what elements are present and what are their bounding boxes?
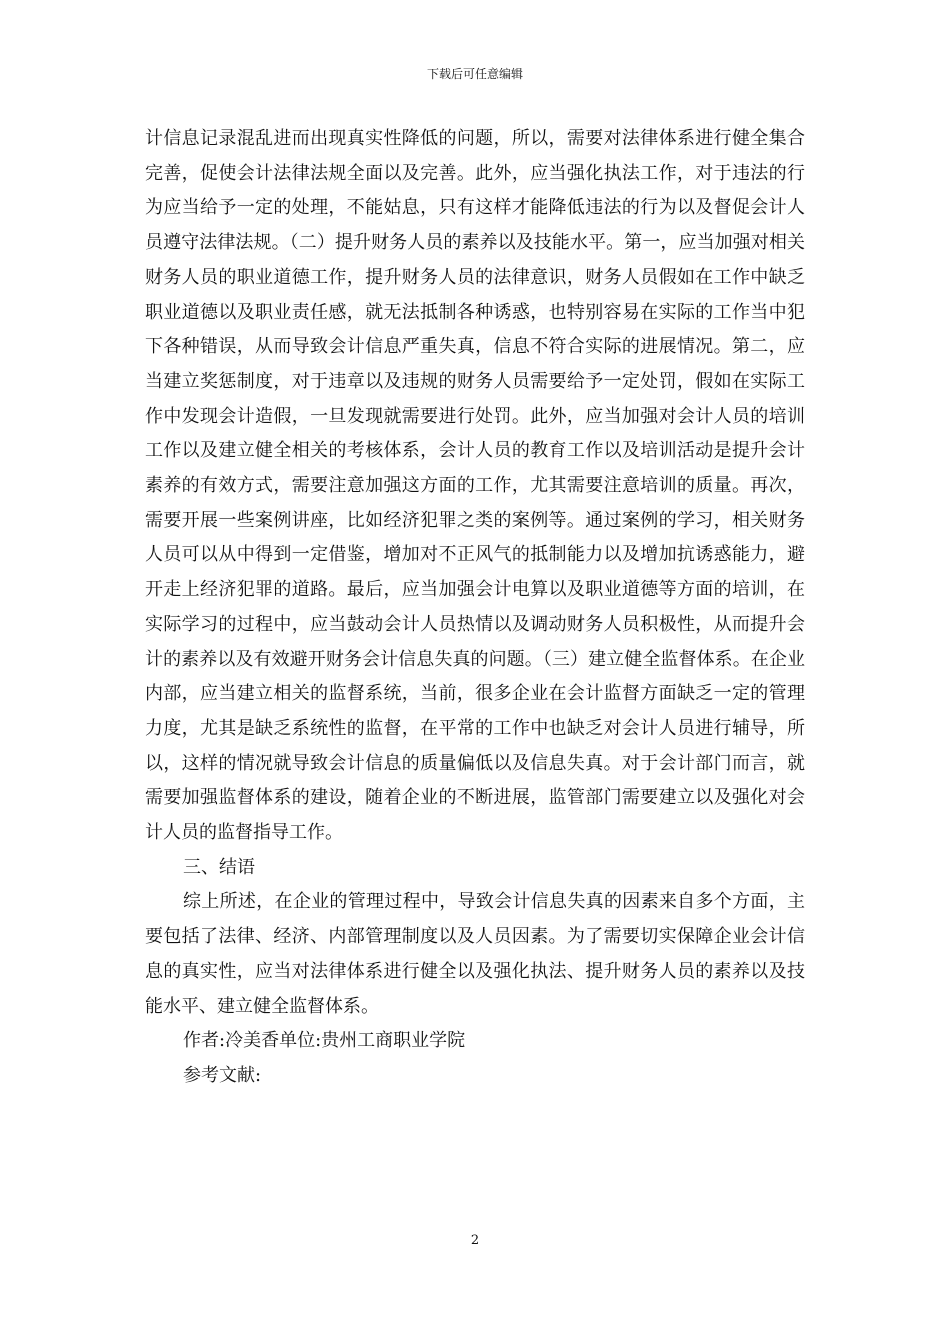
body-paragraph-conclusion: 综上所述，在企业的管理过程中，导致会计信息失真的因素来自多个方面，主要包括了法律、经济、内部管理制度以及人员因素。为了需要切实保障企业会计信息的真实性，应当对法律体系进行健全以及强化执法、提升财务人员的素养以及技能水平、建立健全监督体系。	[145, 891, 805, 1017]
document-body	[145, 122, 805, 1094]
references-heading: 参考文献:	[183, 1064, 262, 1086]
body-paragraph-continued: 计信息记录混乱进而出现真实性降低的问题，所以，需要对法律体系进行健全集合完善，促使会计法律法规全面以及完善。此外，应当强化执法工作，对于违法的行为应当给予一定的处理，不能姑息，只有这样才能降低违法的行为以及督促会计人员遵守法律法规。（二）提升财务人员的素养以及技能水平。第一，应当加强对相关财务人员的职业道德工作，提升财务人员的法律意识，财务人员假如在工作中缺乏职业道德以及职业责任感，就无法抵制各种诱惑，也特别容易在实际的工作当中犯下各种错误，从而导致会计信息严重失真，信息不符合实际的进展情况。第二，应当建立奖惩制度，对于违章以及违规的财务人员需要给予一定处罚，假如在实际工作中发现会计造假，一旦发现就需要进行处罚。此外，应当加强对会计人员的培训工作以及建立健全相关的考核体系，会计人员的教育工作以及培训活动是提升会计素养的有效方式，需要注意加强这方面的工作，尤其需要注意培训的质量。再次，需要开展一些案例讲座，比如经济犯罪之类的案例等。通过案例的学习，相关财务人员可以从中得到一定借鉴，增加对不正风气的抵制能力以及增加抗诱惑能力，避开走上经济犯罪的道路。最后，应当加强会计电算以及职业道德等方面的培训，在实际学习的过程中，应当鼓动会计人员热情以及调动财务人员积极性，从而提升会计的素养以及有效避开财务会计信息失真的问题。（三）建立健全监督体系。在企业内部，应当建立相关的监督系统，当前，很多企业在会计监督方面缺乏一定的管理力度，尤其是缺乏系统性的监督，在平常的工作中也缺乏对会计人员进行辅导，所以，这样的情况就导致会计信息的质量偏低以及信息失真。对于会计部门而言，就需要加强监督体系的建设，随着企业的不断进展，监管部门需要建立以及强化对会计人员的监督指导工作。	[145, 128, 805, 844]
author-affiliation: 作者:冷美香单位:贵州工商职业学院	[183, 1030, 466, 1052]
section-heading-conclusion: 三、结语	[183, 856, 255, 878]
page-number: 2	[470, 1233, 480, 1248]
page-header-note: 下载后可任意编辑	[426, 67, 523, 81]
